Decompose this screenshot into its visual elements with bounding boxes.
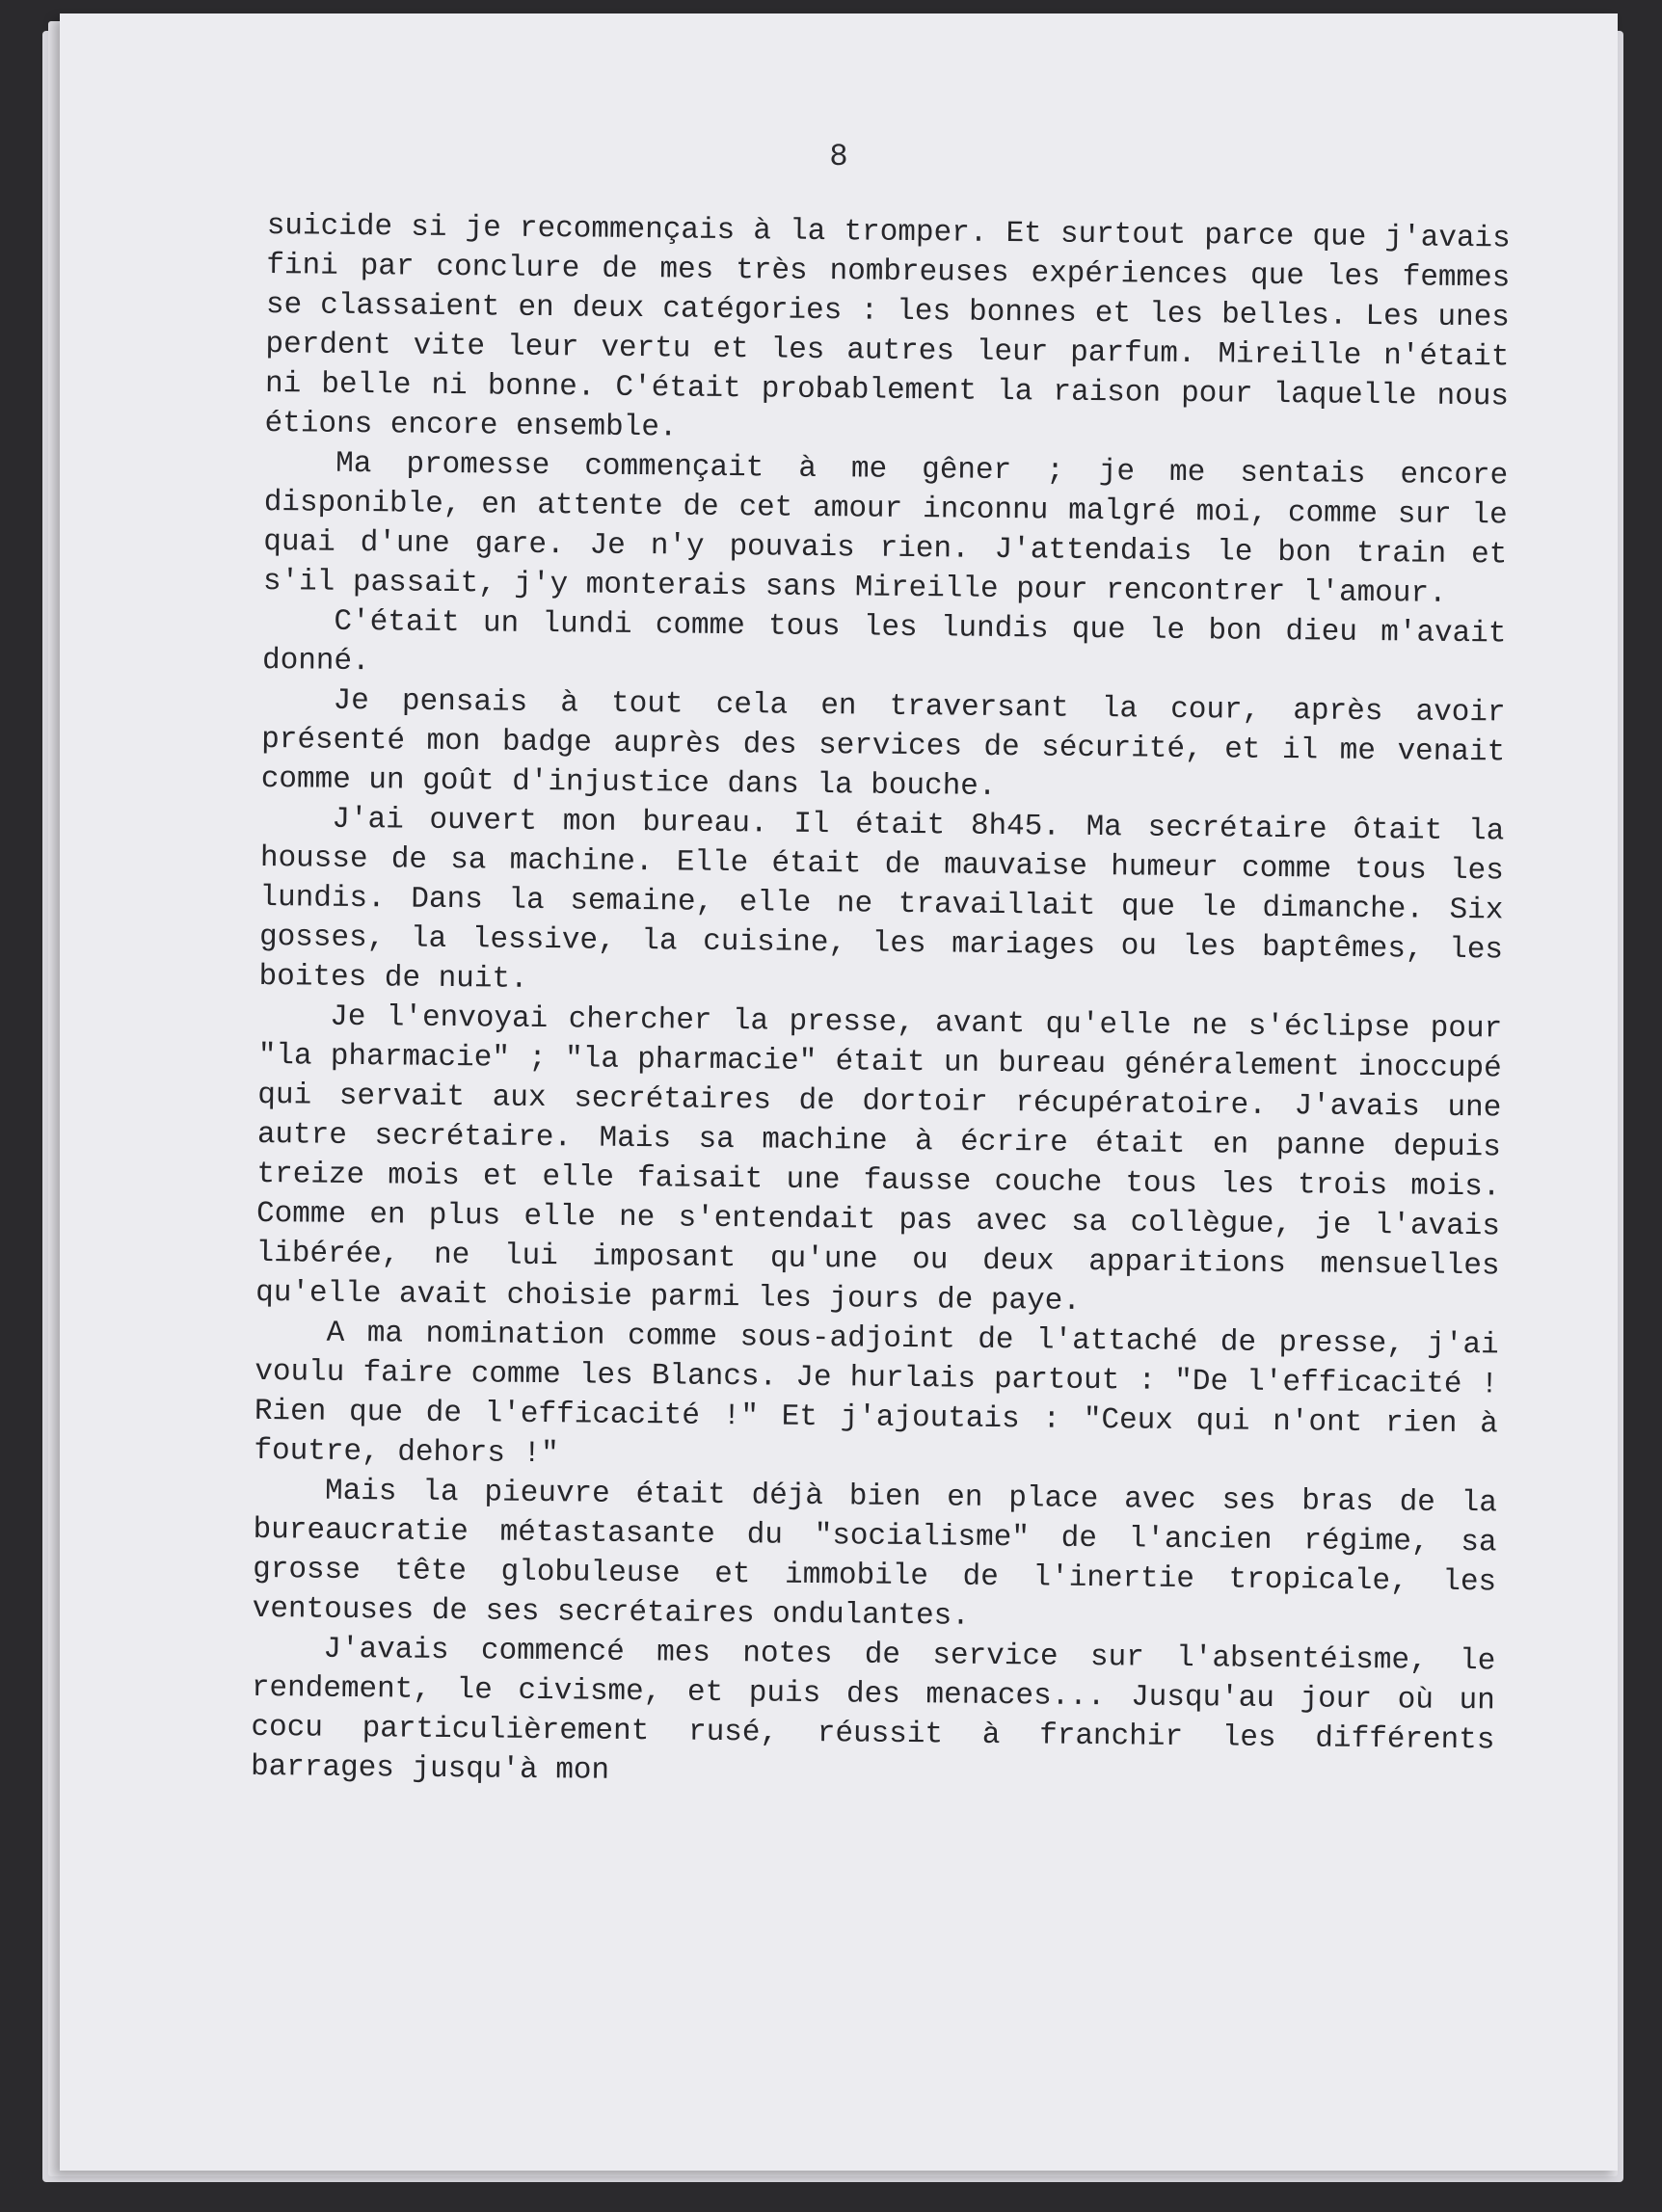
paragraph: J'ai ouvert mon bureau. Il était 8h45. Ma secrétaire ôtait la housse de sa machine. Elle était de mauvaise humeur comme tous les lundis. Dans la semaine, elle ne travaillait que le dimanche. Six gosses, la lessive, la cuisine, les mariages ou les baptêmes, les boites de nuit.: [258, 802, 1505, 997]
paragraph: Je pensais à tout cela en traversant la cour, après avoir présenté mon badge auprès des services de sécurité, et il me venait comme un goût d'injustice dans la bouche.: [260, 683, 1506, 804]
paragraph: Mais la pieuvre était déjà bien en place avec ses bras de la bureaucratie métastasante du "socialisme" de l'ancien régime, sa grosse tête globuleuse et immobile de l'inertie tropicale, les ventouses de ses secrétaires ondulantes.: [252, 1474, 1498, 1634]
paragraph: A ma nomination comme sous-adjoint de l'attaché de presse, j'ai voulu faire comme les Blancs. Je hurlais partout : "De l'efficacité ! Rien que de l'efficacité !" Et j'ajoutais : "Ceux qui n'ont rien à foutre, dehors !": [254, 1316, 1499, 1472]
paragraph: Je l'envoyai chercher la presse, avant qu'elle ne s'éclipse pour "la pharmacie" ; "la pharmacie" était un bureau généralement inoccupé qui servait aux secrétaires de dortoir récupératoire. J'avais une autre secrétaire. Mais sa machine à écrire était en panne depuis treize mois et elle faisait une fausse couche tous les trois mois. Comme en plus elle ne s'entendait pas avec sa collègue, je l'avais libérée, ne lui imposant qu'une ou deux apparitions mensuelles qu'elle avait choisie parmi les jours de paye.: [255, 999, 1503, 1319]
body-text: [251, 206, 1511, 1799]
paragraph: suicide si je recommençais à la tromper. Et surtout parce que j'avais fini par conclure de mes très nombreuses expériences que les femmes se classaient en deux catégories : les bonnes et les belles. Les unes perdent vite leur vertu et les autres leur parfum. Mireille n'était ni belle ni bonne. C'était probablement la raison pour laquelle nous étions encore ensemble.: [264, 208, 1511, 445]
paragraph: Ma promesse commençait à me gêner ; je me sentais encore disponible, en attente de cet amour inconnu malgré moi, comme sur le quai d'une gare. Je n'y pouvais rien. J'attendais le bon train et s'il passait, j'y monterais sans Mireille pour rencontrer l'amour.: [262, 446, 1509, 611]
paragraph: J'avais commencé mes notes de service sur l'absentéisme, le rendement, le civisme, et puis des menaces... Jusqu'au jour où un cocu particulièrement rusé, réussit à franchir les différents barrages jusqu'à mon: [250, 1632, 1496, 1788]
typewritten-page: [60, 13, 1618, 2171]
paragraph: C'était un lundi comme tous les lundis que le bon dieu m'avait donné.: [261, 604, 1507, 680]
page-number: 8: [829, 139, 848, 174]
